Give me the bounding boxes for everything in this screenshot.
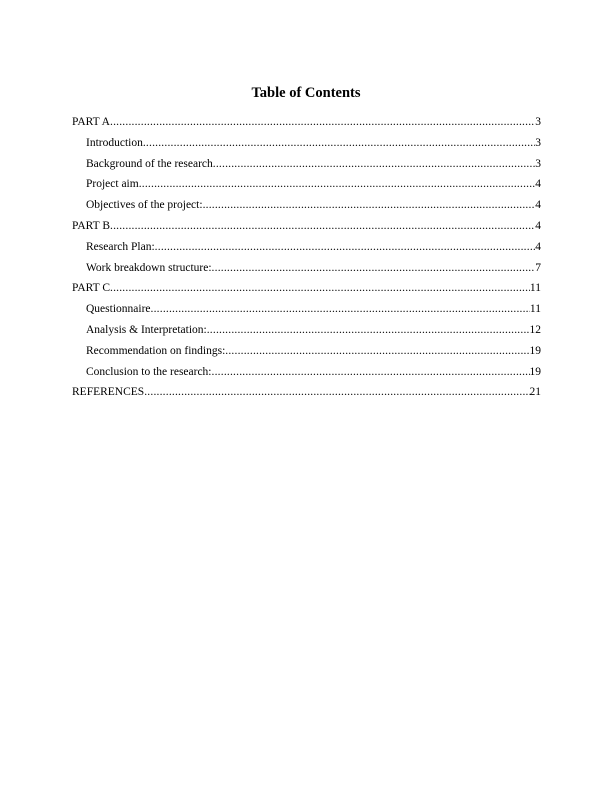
toc-list: [72, 112, 541, 403]
toc-entry-page: 11: [529, 303, 541, 316]
toc-dot-leader: [155, 237, 536, 258]
toc-dot-leader: [110, 112, 535, 133]
toc-entry-page: 4: [535, 240, 541, 253]
toc-dot-leader: [151, 299, 530, 320]
toc-entry-page: 19: [529, 344, 541, 357]
toc-entry-part-b[interactable]: [72, 216, 541, 237]
toc-entry-page: 19: [529, 365, 541, 378]
toc-dot-leader: [144, 382, 529, 403]
toc-entry-label: Objectives of the project:: [86, 199, 203, 212]
toc-dot-leader: [213, 154, 535, 175]
toc-entry-label: Analysis & Interpretation:: [86, 323, 207, 336]
toc-entry-page: 3: [535, 136, 541, 149]
toc-dot-leader: [212, 258, 536, 279]
toc-entry-page: 11: [529, 282, 541, 295]
toc-dot-leader: [110, 278, 530, 299]
toc-dot-leader: [203, 195, 536, 216]
toc-dot-leader: [225, 341, 529, 362]
toc-entry-research-plan[interactable]: [72, 237, 541, 258]
toc-entry-page: 3: [535, 157, 541, 170]
toc-entry-objectives[interactable]: [72, 195, 541, 216]
toc-entry-background[interactable]: [72, 154, 541, 175]
toc-entry-work-breakdown[interactable]: [72, 258, 541, 279]
toc-entry-page: 4: [535, 178, 541, 191]
toc-entry-introduction[interactable]: [72, 133, 541, 154]
toc-entry-page: 4: [535, 199, 541, 212]
toc-entry-part-c[interactable]: [72, 278, 541, 299]
toc-title: Table of Contents: [251, 85, 361, 101]
toc-entry-references[interactable]: [72, 382, 541, 403]
toc-entry-label: REFERENCES: [72, 386, 145, 399]
toc-entry-part-a[interactable]: [72, 112, 541, 133]
toc-dot-leader: [143, 133, 535, 154]
toc-dot-leader: [139, 174, 536, 195]
toc-entry-questionnaire[interactable]: [72, 299, 541, 320]
toc-entry-label: PART C: [72, 282, 110, 295]
toc-dot-leader: [110, 216, 535, 237]
toc-entry-label: Work breakdown structure:: [86, 261, 212, 274]
toc-entry-label: Questionnaire: [86, 303, 151, 316]
toc-entry-analysis[interactable]: [72, 320, 541, 341]
toc-entry-project-aim[interactable]: [72, 174, 541, 195]
toc-entry-page: 4: [535, 219, 541, 232]
toc-entry-page: 3: [535, 116, 541, 128]
toc-entry-label: Introduction: [86, 136, 143, 149]
toc-entry-conclusion[interactable]: [72, 362, 541, 383]
toc-entry-label: Project aim: [86, 178, 139, 191]
toc-entry-page: 21: [529, 386, 541, 399]
toc-entry-recommendation[interactable]: [72, 341, 541, 362]
toc-entry-label: Recommendation on findings:: [86, 344, 226, 357]
toc-entry-label: Research Plan:: [86, 240, 155, 253]
toc-dot-leader: [207, 320, 530, 341]
toc-entry-page: 12: [529, 323, 541, 336]
toc-entry-page: 7: [535, 261, 541, 274]
toc-entry-label: PART B: [72, 219, 110, 232]
toc-entry-label: PART A: [72, 116, 110, 128]
toc-entry-label: Background of the research: [86, 157, 213, 170]
toc-entry-label: Conclusion to the research:: [86, 365, 212, 378]
toc-dot-leader: [212, 362, 530, 383]
